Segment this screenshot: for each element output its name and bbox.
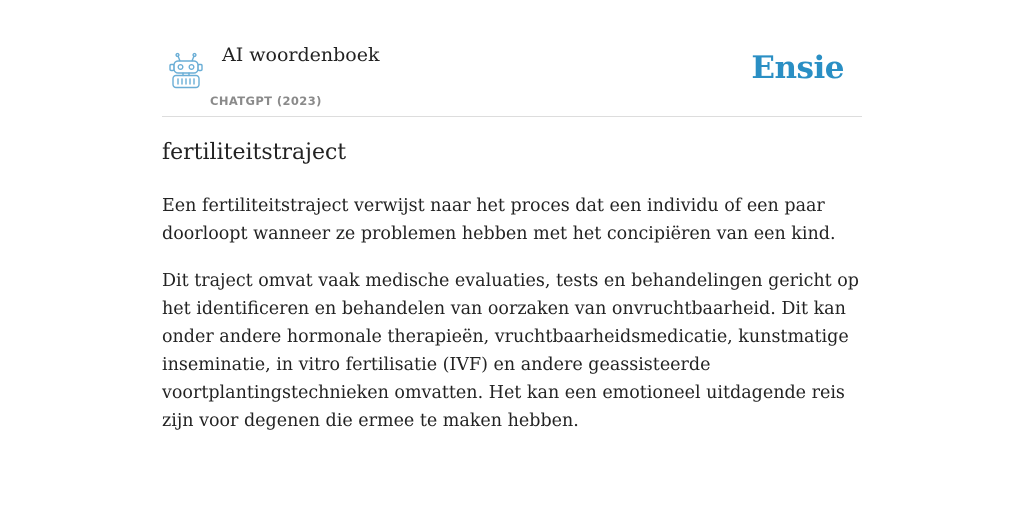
source-subtitle: CHATGPT (2023) (210, 94, 322, 108)
term-title: fertiliteitstraject (162, 140, 347, 165)
definition-paragraph: Dit traject omvat vaak medische evaluaties, tests en behandelingen gericht op het identificeren en behandelen van oorzaken van onvruchtbaarheid. Dit kan onder andere hormonale therapieën, vruchtbaarheidsmedicatie, kunstmatige inseminatie, in vitro fertilisatie (IVF) en andere geassisteerde voortplantingstechnieken omvatten. Het kan een emotioneel uitdagende reis zijn voor degenen die ermee te maken hebben. (162, 271, 860, 431)
robot-icon (166, 52, 206, 90)
brand-logo[interactable]: Ensie (751, 50, 844, 86)
header (162, 0, 862, 117)
definition-paragraph: Een fertiliteitstraject verwijst naar het proces dat een individu of een paar doorloopt wanneer ze problemen hebben met het concipiëren van een kind. (162, 196, 836, 244)
source-title: AI woordenboek (222, 44, 380, 66)
definition (162, 192, 862, 454)
